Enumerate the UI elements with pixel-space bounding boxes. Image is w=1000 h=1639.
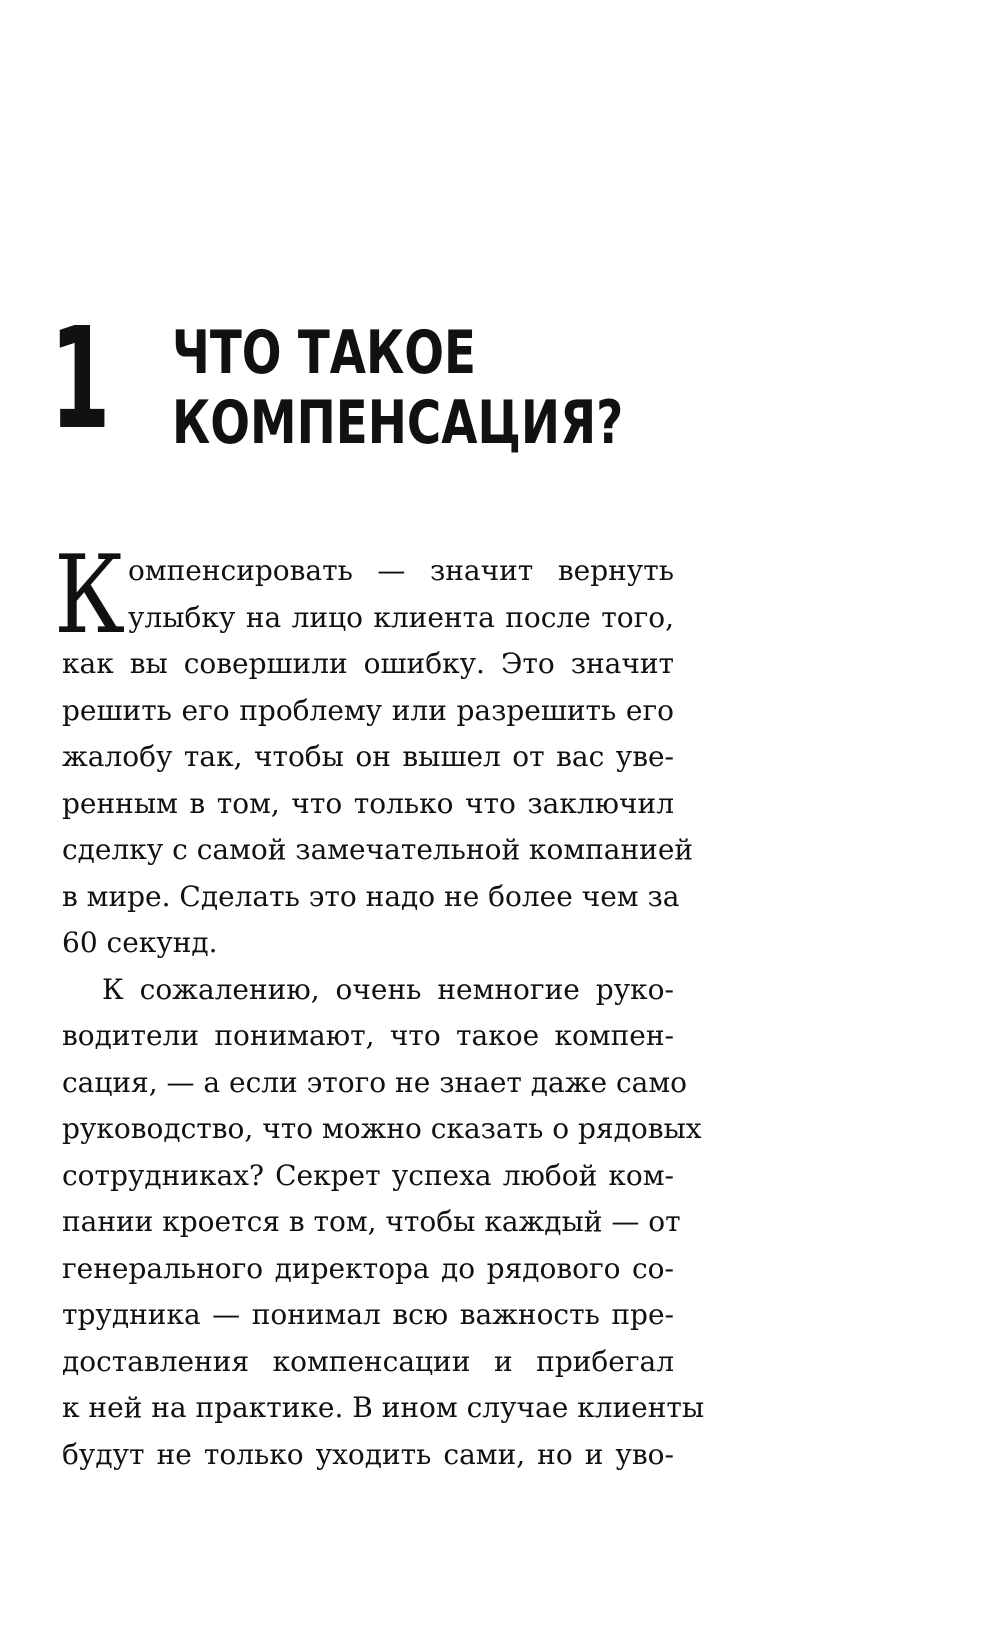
- text-line: решить его проблему или разрешить его: [62, 693, 674, 727]
- chapter-title-line-2: КОМПЕНСАЦИЯ?: [172, 388, 624, 458]
- text-line: жалобу так, чтобы он вышел от вас уве-: [62, 740, 674, 773]
- text-line: К сожалению, очень немногие руко-: [102, 972, 674, 1006]
- text-line: водители понимают, что такое компен-: [62, 1019, 674, 1052]
- text-line: в мире. Сделать это надо не более чем за: [62, 879, 680, 913]
- text-line: сотрудниках? Секрет успеха любой ком-: [62, 1158, 674, 1192]
- text-line: омпенсировать — значит вернуть: [128, 554, 674, 587]
- text-line: как вы совершили ошибку. Это значит: [62, 647, 674, 680]
- text-line: доставления компенсации и прибегал: [62, 1344, 674, 1378]
- text-line: сация, — а если этого не знает даже само: [62, 1065, 687, 1099]
- chapter-title: [172, 318, 623, 458]
- text-line: трудника — понимал всю важность пре-: [62, 1298, 674, 1331]
- body-text: [54, 533, 705, 1478]
- text-line: руководство, что можно сказать о рядовых: [62, 1112, 702, 1145]
- text-line: к ней на практике. В ином случае клиенты: [62, 1391, 705, 1424]
- text-line: пании кроется в том, чтобы каждый — от: [62, 1205, 681, 1238]
- text-line: улыбку на лицо клиента после того,: [128, 600, 674, 634]
- drop-cap: К: [54, 533, 126, 658]
- text-line: сделку с самой замечательной компанией: [62, 833, 694, 866]
- chapter-title-line-1: ЧТО ТАКОЕ: [172, 318, 476, 388]
- text-line: будут не только уходить сами, но и уво-: [62, 1437, 674, 1471]
- text-line: ренным в том, что только что заключил: [62, 786, 674, 820]
- text-line: 60 секунд.: [62, 926, 218, 959]
- chapter-number: 1: [50, 298, 111, 461]
- text-line: генерального директора до рядового со-: [62, 1251, 674, 1285]
